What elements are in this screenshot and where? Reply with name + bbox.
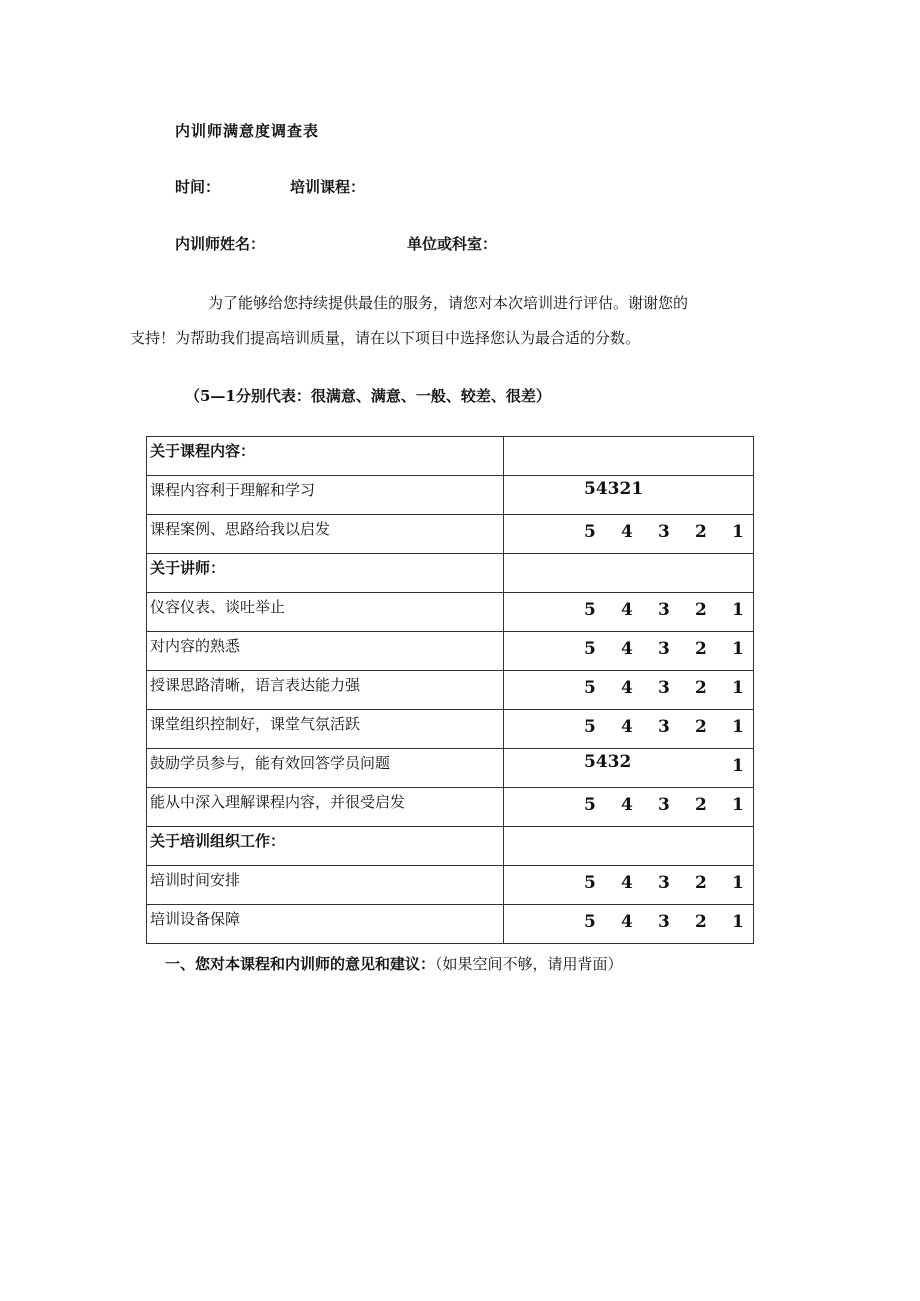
score-5[interactable]: 5 [584,795,596,815]
score-cell [504,710,754,749]
table-row [147,671,754,710]
item-label: 能从中深入理解课程内容，并很受启发 [147,788,504,827]
item-label: 授课思路清晰，语言表达能力强 [147,671,504,710]
form-title: 内训师满意度调查表 [175,122,320,140]
score-cell [504,515,754,554]
table-row [147,749,754,788]
table-row [147,515,754,554]
table-row [147,632,754,671]
item-label: 对内容的熟悉 [147,632,504,671]
score-4[interactable]: 4 [621,639,633,659]
score-cell [504,671,754,710]
score-cell [504,788,754,827]
score-5[interactable]: 5 [584,912,596,932]
score-4[interactable]: 4 [621,678,633,698]
score-1[interactable]: 1 [732,912,744,932]
score-1[interactable]: 1 [732,639,744,659]
score-5[interactable]: 5 [584,678,596,698]
score-4[interactable]: 4 [621,795,633,815]
score-4[interactable]: 4 [621,522,633,542]
item-label: 课堂组织控制好，课堂气氛活跃 [147,710,504,749]
score-5[interactable]: 5 [584,522,596,542]
score-2[interactable]: 2 [695,639,707,659]
item-label: 课程内容利于理解和学习 [147,476,504,515]
score-3[interactable]: 3 [658,873,670,893]
score-3[interactable]: 3 [658,912,670,932]
score-3[interactable]: 3 [658,522,670,542]
item-label: 培训设备保障 [147,905,504,944]
table-row [147,905,754,944]
score-2[interactable]: 2 [695,678,707,698]
intro-line-2: 支持！为帮助我们提高培训质量，请在以下项目中选择您认为最合适的分数。 [130,329,641,347]
score-5[interactable]: 5 [584,639,596,659]
score-1[interactable]: 1 [732,600,744,620]
score-legend: （5—1分别代表：很满意、满意、一般、较差、很差） [185,387,551,405]
score-3[interactable]: 3 [658,717,670,737]
score-3[interactable]: 3 [658,639,670,659]
score-1[interactable]: 1 [732,522,744,542]
score-1[interactable]: 1 [732,717,744,737]
suggestion-section [165,953,623,974]
score-1[interactable]: 1 [732,795,744,815]
score-4[interactable]: 4 [621,873,633,893]
score-1[interactable]: 1 [732,678,744,698]
item-label: 仪容仪表、谈吐举止 [147,593,504,632]
score-3[interactable]: 3 [658,600,670,620]
score-merged[interactable]: 5432 [584,752,632,772]
empty-score-cell [504,554,754,593]
empty-score-cell [504,437,754,476]
score-cell [504,593,754,632]
item-label: 课程案例、思路给我以启发 [147,515,504,554]
section-header-course: 关于课程内容： [147,437,504,476]
intro-paragraph [130,286,770,356]
table-row [147,710,754,749]
score-merged: 54321 [584,479,644,499]
score-2[interactable]: 2 [695,912,707,932]
score-cell [504,632,754,671]
score-cell [504,749,754,788]
intro-line-1: 为了能够给您持续提供最佳的服务，请您对本次培训进行评估。谢谢您的 [208,294,689,312]
table-row [147,476,754,515]
score-cell [504,905,754,944]
score-2[interactable]: 2 [695,522,707,542]
item-label: 鼓励学员参与，能有效回答学员问题 [147,749,504,788]
suggestion-question: 一、您对本课程和内训师的意见和建议： [165,955,436,973]
table-row [147,437,754,476]
score-4[interactable]: 4 [621,912,633,932]
unit-label: 单位或科室： [407,235,498,253]
score-2[interactable]: 2 [695,717,707,737]
score-5[interactable]: 5 [584,717,596,737]
score-2[interactable]: 2 [695,600,707,620]
score-5[interactable]: 5 [584,600,596,620]
score-2[interactable]: 2 [695,795,707,815]
score-3[interactable]: 3 [658,795,670,815]
course-label: 培训课程： [290,178,366,196]
suggestion-note: （如果空间不够，请用背面） [435,955,623,973]
score-3[interactable]: 3 [658,678,670,698]
score-4[interactable]: 4 [621,600,633,620]
time-label: 时间： [175,178,221,196]
table-row [147,788,754,827]
table-row [147,554,754,593]
table-row [147,827,754,866]
score-4[interactable]: 4 [621,717,633,737]
score-1[interactable]: 1 [732,873,744,893]
empty-score-cell [504,827,754,866]
table-row [147,866,754,905]
score-1[interactable]: 1 [732,756,744,776]
score-2[interactable]: 2 [695,873,707,893]
score-cell [504,866,754,905]
table-row [147,593,754,632]
trainer-name-label: 内训师姓名： [175,235,266,253]
section-header-trainer: 关于讲师： [147,554,504,593]
item-label: 培训时间安排 [147,866,504,905]
evaluation-table [146,436,754,944]
section-header-organization: 关于培训组织工作： [147,827,504,866]
score-5[interactable]: 5 [584,873,596,893]
score-cell[interactable] [504,476,754,515]
